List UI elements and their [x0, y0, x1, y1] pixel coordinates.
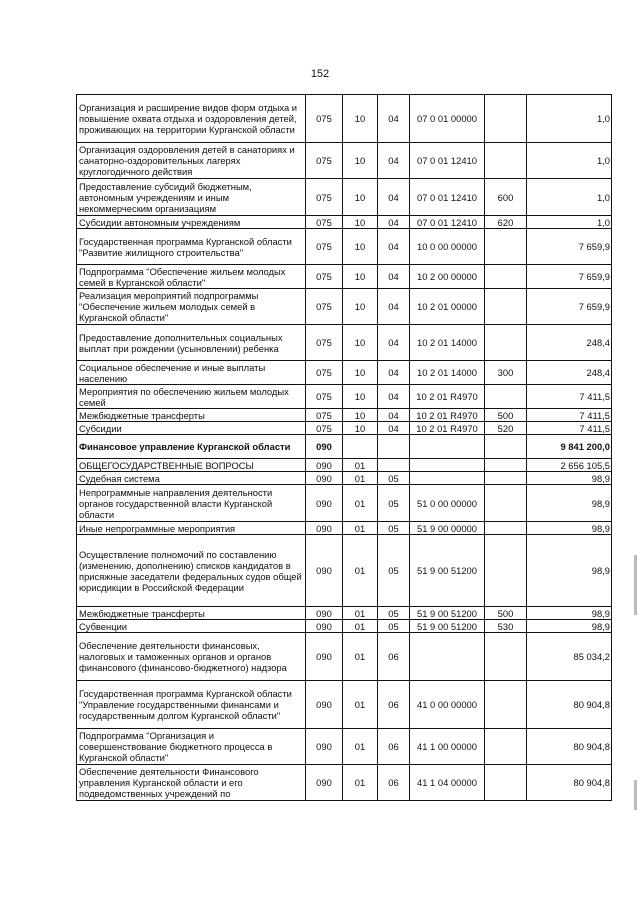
row-section: 10	[343, 409, 378, 422]
row-ministry: 075	[306, 325, 343, 361]
row-ministry: 090	[306, 472, 343, 485]
row-amount: 98,9	[527, 535, 612, 607]
row-expense-type	[485, 729, 527, 765]
row-name: Предоставление дополнительных социальных выплат при рождении (усыновлении) ребенка	[77, 325, 306, 361]
table-row	[77, 143, 612, 179]
row-name: Иные непрограммные мероприятия	[77, 522, 306, 535]
row-expense-type	[485, 459, 527, 472]
row-subsection	[378, 459, 410, 472]
row-subsection: 04	[378, 179, 410, 216]
row-subsection: 05	[378, 607, 410, 620]
row-target-article: 41 1 04 00000	[410, 765, 485, 801]
row-amount: 1,0	[527, 216, 612, 229]
table-row	[77, 459, 612, 472]
row-subsection: 04	[378, 289, 410, 325]
row-expense-type	[485, 435, 527, 459]
row-subsection	[378, 435, 410, 459]
row-section: 10	[343, 179, 378, 216]
row-expense-type: 500	[485, 409, 527, 422]
row-amount: 248,4	[527, 361, 612, 385]
row-subsection: 04	[378, 385, 410, 409]
row-subsection: 04	[378, 216, 410, 229]
row-target-article: 07 0 01 12410	[410, 179, 485, 216]
row-section: 01	[343, 765, 378, 801]
row-name: Субсидии	[77, 422, 306, 435]
row-subsection: 06	[378, 729, 410, 765]
row-expense-type	[485, 485, 527, 522]
row-name: Реализация мероприятий подпрограммы "Обеспечение жильем молодых семей в Курганской области"	[77, 289, 306, 325]
row-amount: 7 659,9	[527, 289, 612, 325]
row-target-article	[410, 472, 485, 485]
table-row	[77, 385, 612, 409]
row-amount: 7 659,9	[527, 229, 612, 265]
row-amount: 98,9	[527, 607, 612, 620]
row-ministry: 090	[306, 620, 343, 633]
row-amount: 7 411,5	[527, 385, 612, 409]
table-row	[77, 216, 612, 229]
row-section: 10	[343, 216, 378, 229]
row-target-article: 10 2 01 R4970	[410, 422, 485, 435]
row-ministry: 075	[306, 409, 343, 422]
row-name: Предоставление субсидий бюджетным, автономным учреждениям и иным некоммерческим организациям	[77, 179, 306, 216]
row-target-article: 10 2 01 R4970	[410, 409, 485, 422]
row-section	[343, 435, 378, 459]
row-name: Подпрограмма "Организация и совершенствование бюджетного процесса в Курганской области"	[77, 729, 306, 765]
row-section: 10	[343, 95, 378, 143]
row-name: Обеспечение деятельности финансовых, налоговых и таможенных органов и органов финансового (финансово-бюджетного) надзора	[77, 633, 306, 681]
table-row	[77, 409, 612, 422]
row-expense-type: 620	[485, 216, 527, 229]
row-expense-type: 500	[485, 607, 527, 620]
row-section: 10	[343, 265, 378, 289]
table-row	[77, 620, 612, 633]
row-subsection: 04	[378, 325, 410, 361]
row-amount: 1,0	[527, 143, 612, 179]
row-subsection: 04	[378, 143, 410, 179]
row-expense-type: 520	[485, 422, 527, 435]
table-row	[77, 485, 612, 522]
row-ministry: 090	[306, 485, 343, 522]
row-section: 01	[343, 729, 378, 765]
row-name: Обеспечение деятельности Финансового управления Курганской области и его подведомственных учреждений по	[77, 765, 306, 801]
row-expense-type	[485, 522, 527, 535]
row-section: 01	[343, 607, 378, 620]
table-row	[77, 229, 612, 265]
row-name: Социальное обеспечение и иные выплаты населению	[77, 361, 306, 385]
row-subsection: 06	[378, 681, 410, 729]
row-subsection: 05	[378, 535, 410, 607]
row-expense-type	[485, 325, 527, 361]
row-expense-type	[485, 681, 527, 729]
row-section: 10	[343, 325, 378, 361]
row-ministry: 090	[306, 607, 343, 620]
table-row	[77, 535, 612, 607]
row-name: Осуществление полномочий по составлению (изменению, дополнению) списков кандидатов в присяжные заседатели федеральных судов общей юрисдикции в Российской Федерации	[77, 535, 306, 607]
row-target-article: 07 0 01 12410	[410, 143, 485, 179]
row-amount: 1,0	[527, 95, 612, 143]
row-amount: 7 411,5	[527, 422, 612, 435]
row-amount: 9 841 200,0	[527, 435, 612, 459]
table-row	[77, 95, 612, 143]
row-ministry: 090	[306, 459, 343, 472]
row-amount: 98,9	[527, 620, 612, 633]
row-subsection: 04	[378, 265, 410, 289]
row-expense-type	[485, 472, 527, 485]
table-row	[77, 633, 612, 681]
row-target-article: 51 9 00 51200	[410, 535, 485, 607]
row-target-article: 10 2 00 00000	[410, 265, 485, 289]
row-subsection: 04	[378, 409, 410, 422]
row-name: Государственная программа Курганской области "Управление государственными финансами и государственным долгом Курганской области"	[77, 681, 306, 729]
row-subsection: 04	[378, 229, 410, 265]
row-target-article: 41 1 00 00000	[410, 729, 485, 765]
row-section: 10	[343, 422, 378, 435]
row-ministry: 090	[306, 435, 343, 459]
row-expense-type	[485, 385, 527, 409]
row-ministry: 075	[306, 385, 343, 409]
row-amount: 80 904,8	[527, 765, 612, 801]
row-expense-type: 600	[485, 179, 527, 216]
row-name: Субвенции	[77, 620, 306, 633]
row-subsection: 04	[378, 361, 410, 385]
row-ministry: 075	[306, 265, 343, 289]
row-subsection: 05	[378, 522, 410, 535]
row-amount: 80 904,8	[527, 681, 612, 729]
row-section: 01	[343, 472, 378, 485]
row-target-article	[410, 435, 485, 459]
row-name: ОБЩЕГОСУДАРСТВЕННЫЕ ВОПРОСЫ	[77, 459, 306, 472]
row-amount: 1,0	[527, 179, 612, 216]
table-row	[77, 522, 612, 535]
table-row	[77, 179, 612, 216]
row-name: Непрограммные направления деятельности органов государственной власти Курганской области	[77, 485, 306, 522]
row-section: 01	[343, 522, 378, 535]
row-name: Судебная система	[77, 472, 306, 485]
row-ministry: 075	[306, 229, 343, 265]
row-amount: 98,9	[527, 522, 612, 535]
row-target-article: 51 9 00 51200	[410, 607, 485, 620]
row-name: Субсидии автономным учреждениям	[77, 216, 306, 229]
row-section: 01	[343, 485, 378, 522]
row-subsection: 05	[378, 485, 410, 522]
row-target-article: 51 0 00 00000	[410, 485, 485, 522]
row-target-article	[410, 633, 485, 681]
table-row	[77, 765, 612, 801]
row-expense-type	[485, 633, 527, 681]
row-expense-type	[485, 265, 527, 289]
table-row	[77, 435, 612, 459]
table-row	[77, 265, 612, 289]
row-subsection: 04	[378, 95, 410, 143]
row-ministry: 090	[306, 681, 343, 729]
table-row	[77, 325, 612, 361]
row-subsection: 04	[378, 422, 410, 435]
row-ministry: 075	[306, 361, 343, 385]
row-expense-type	[485, 229, 527, 265]
row-ministry: 075	[306, 422, 343, 435]
row-target-article: 07 0 01 00000	[410, 95, 485, 143]
row-name: Финансовое управление Курганской области	[77, 435, 306, 459]
row-section: 10	[343, 361, 378, 385]
row-amount: 98,9	[527, 485, 612, 522]
row-name: Организация оздоровления детей в санаториях и санаторно-оздоровительных лагерях круглогодичного действия	[77, 143, 306, 179]
row-name: Межбюджетные трансферты	[77, 607, 306, 620]
table-row	[77, 289, 612, 325]
table-row	[77, 729, 612, 765]
row-target-article	[410, 459, 485, 472]
row-section: 10	[343, 289, 378, 325]
row-amount: 80 904,8	[527, 729, 612, 765]
row-ministry: 075	[306, 289, 343, 325]
row-ministry: 075	[306, 216, 343, 229]
table-row	[77, 607, 612, 620]
table-row	[77, 472, 612, 485]
row-expense-type	[485, 95, 527, 143]
row-target-article: 51 9 00 51200	[410, 620, 485, 633]
row-ministry: 090	[306, 765, 343, 801]
row-amount: 7 659,9	[527, 265, 612, 289]
table-row	[77, 422, 612, 435]
row-section: 01	[343, 633, 378, 681]
row-target-article: 10 2 01 R4970	[410, 385, 485, 409]
row-ministry: 090	[306, 633, 343, 681]
row-expense-type	[485, 535, 527, 607]
row-section: 10	[343, 229, 378, 265]
row-section: 01	[343, 620, 378, 633]
row-target-article: 10 2 01 14000	[410, 325, 485, 361]
row-section: 01	[343, 459, 378, 472]
row-subsection: 06	[378, 633, 410, 681]
row-expense-type: 300	[485, 361, 527, 385]
row-name: Организация и расширение видов форм отдыха и повышение охвата отдыха и оздоровления детей, проживающих на территории Курганской области	[77, 95, 306, 143]
row-name: Мероприятия по обеспечению жильем молодых семей	[77, 385, 306, 409]
row-ministry: 090	[306, 522, 343, 535]
row-target-article: 41 0 00 00000	[410, 681, 485, 729]
scan-edge-mark	[634, 780, 637, 810]
row-expense-type	[485, 143, 527, 179]
row-expense-type	[485, 765, 527, 801]
row-name: Государственная программа Курганской области "Развитие жилищного строительства"	[77, 229, 306, 265]
row-ministry: 075	[306, 179, 343, 216]
row-target-article: 51 9 00 00000	[410, 522, 485, 535]
row-amount: 2 656 105,5	[527, 459, 612, 472]
row-target-article: 10 2 01 14000	[410, 361, 485, 385]
row-amount: 98,9	[527, 472, 612, 485]
row-subsection: 05	[378, 472, 410, 485]
row-amount: 7 411,5	[527, 409, 612, 422]
budget-table	[76, 94, 612, 801]
row-expense-type: 530	[485, 620, 527, 633]
row-target-article: 10 0 00 00000	[410, 229, 485, 265]
row-amount: 248,4	[527, 325, 612, 361]
scan-edge-mark	[634, 555, 637, 615]
table-row	[77, 681, 612, 729]
row-name: Межбюджетные трансферты	[77, 409, 306, 422]
row-ministry: 090	[306, 535, 343, 607]
row-amount: 85 034,2	[527, 633, 612, 681]
row-expense-type	[485, 289, 527, 325]
row-ministry: 075	[306, 95, 343, 143]
row-section: 01	[343, 535, 378, 607]
row-target-article: 10 2 01 00000	[410, 289, 485, 325]
row-ministry: 090	[306, 729, 343, 765]
row-ministry: 075	[306, 143, 343, 179]
table-row	[77, 361, 612, 385]
page-number: 152	[310, 68, 330, 80]
row-subsection: 05	[378, 620, 410, 633]
row-section: 01	[343, 681, 378, 729]
row-section: 10	[343, 385, 378, 409]
row-target-article: 07 0 01 12410	[410, 216, 485, 229]
row-subsection: 06	[378, 765, 410, 801]
row-section: 10	[343, 143, 378, 179]
row-name: Подпрограмма "Обеспечение жильем молодых семей в Курганской области"	[77, 265, 306, 289]
